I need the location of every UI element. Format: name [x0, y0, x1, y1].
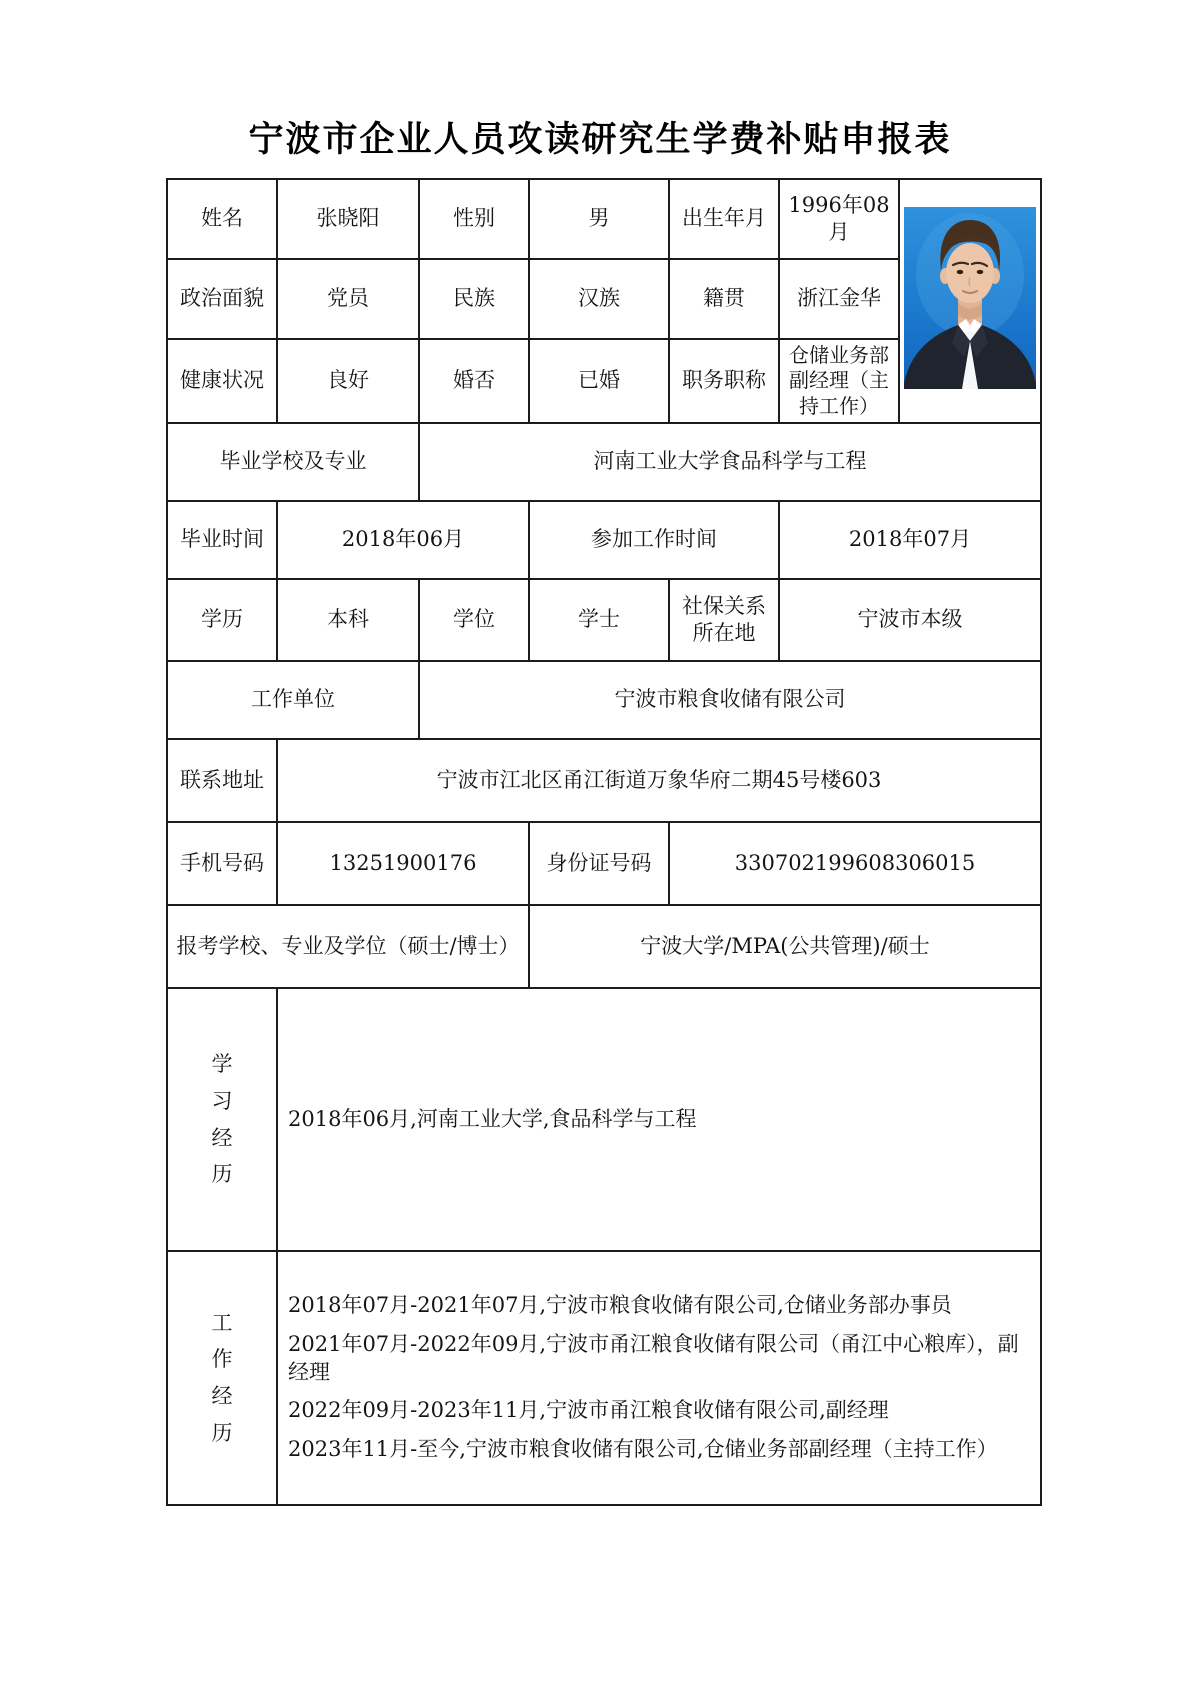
school-major-label: 毕业学校及专业 — [167, 423, 419, 501]
work-history-content — [277, 1251, 1041, 1505]
employer-label: 工作单位 — [167, 661, 419, 739]
birth-label: 出生年月 — [669, 179, 779, 259]
name-label: 姓名 — [167, 179, 277, 259]
row-study-history — [167, 988, 1041, 1251]
address-value: 宁波市江北区甬江街道万象华府二期45号楼603 — [277, 739, 1041, 822]
marital-label: 婚否 — [419, 339, 529, 423]
application-form-table — [166, 178, 1042, 1506]
education-label: 学历 — [167, 579, 277, 661]
social-security-value: 宁波市本级 — [779, 579, 1041, 661]
health-label: 健康状况 — [167, 339, 277, 423]
marital-value: 已婚 — [529, 339, 669, 423]
work-entry: 2023年11月-至今,宁波市粮食收储有限公司,仓储业务部副经理（主持工作） — [288, 1437, 998, 1462]
address-label: 联系地址 — [167, 739, 277, 822]
row-phone-id — [167, 822, 1041, 905]
work-entry: 2022年09月-2023年11月,宁波市甬江粮食收储有限公司,副经理 — [288, 1398, 889, 1423]
page-title: 宁波市企业人员攻读研究生学费补贴申报表 — [248, 119, 952, 160]
social-security-label: 社保关系所在地 — [669, 579, 779, 661]
phone-label: 手机号码 — [167, 822, 277, 905]
ethnicity-label: 民族 — [419, 259, 529, 339]
row-address — [167, 739, 1041, 822]
row-name — [167, 179, 1041, 259]
work-history-label-text: 工作经历 — [211, 1310, 233, 1445]
work-entry: 2018年07月-2021年07月,宁波市粮食收储有限公司,仓储业务部办事员 — [288, 1293, 952, 1318]
political-value: 党员 — [277, 259, 419, 339]
gender-value: 男 — [529, 179, 669, 259]
political-label: 政治面貌 — [167, 259, 277, 339]
row-graduation — [167, 501, 1041, 579]
id-number-value: 330702199608306015 — [669, 822, 1041, 905]
row-apply — [167, 905, 1041, 988]
id-number-label: 身份证号码 — [529, 822, 669, 905]
graduation-label: 毕业时间 — [167, 501, 277, 579]
native-place-label: 籍贯 — [669, 259, 779, 339]
study-history-content — [277, 988, 1041, 1251]
row-employer — [167, 661, 1041, 739]
study-history-label — [167, 988, 277, 1251]
study-entry: 2018年06月,河南工业大学,食品科学与工程 — [288, 1106, 697, 1131]
position-value: 仓储业务部副经理（主持工作） — [779, 339, 899, 423]
phone-value: 13251900176 — [277, 822, 529, 905]
native-place-value: 浙江金华 — [779, 259, 899, 339]
row-work-history — [167, 1251, 1041, 1505]
name-value: 张晓阳 — [277, 179, 419, 259]
graduation-value: 2018年06月 — [277, 501, 529, 579]
work-start-label: 参加工作时间 — [529, 501, 779, 579]
apply-value: 宁波大学/MPA(公共管理)/硕士 — [529, 905, 1041, 988]
employer-value: 宁波市粮食收储有限公司 — [419, 661, 1041, 739]
ethnicity-value: 汉族 — [529, 259, 669, 339]
work-start-value: 2018年07月 — [779, 501, 1041, 579]
position-label: 职务职称 — [669, 339, 779, 423]
study-history-label-text: 学习经历 — [211, 1052, 233, 1187]
degree-label: 学位 — [419, 579, 529, 661]
birth-value: 1996年08月 — [779, 179, 899, 259]
photo-cell — [899, 179, 1041, 423]
row-school-major — [167, 423, 1041, 501]
work-entry: 2021年07月-2022年09月,宁波市甬江粮食收储有限公司（甬江中心粮库），副经理 — [288, 1331, 1019, 1384]
education-value: 本科 — [277, 579, 419, 661]
health-value: 良好 — [277, 339, 419, 423]
apply-label: 报考学校、专业及学位（硕士/博士） — [167, 905, 529, 988]
school-major-value: 河南工业大学食品科学与工程 — [419, 423, 1041, 501]
id-photo — [904, 207, 1036, 389]
work-history-label — [167, 1251, 277, 1505]
degree-value: 学士 — [529, 579, 669, 661]
row-education — [167, 579, 1041, 661]
gender-label: 性别 — [419, 179, 529, 259]
